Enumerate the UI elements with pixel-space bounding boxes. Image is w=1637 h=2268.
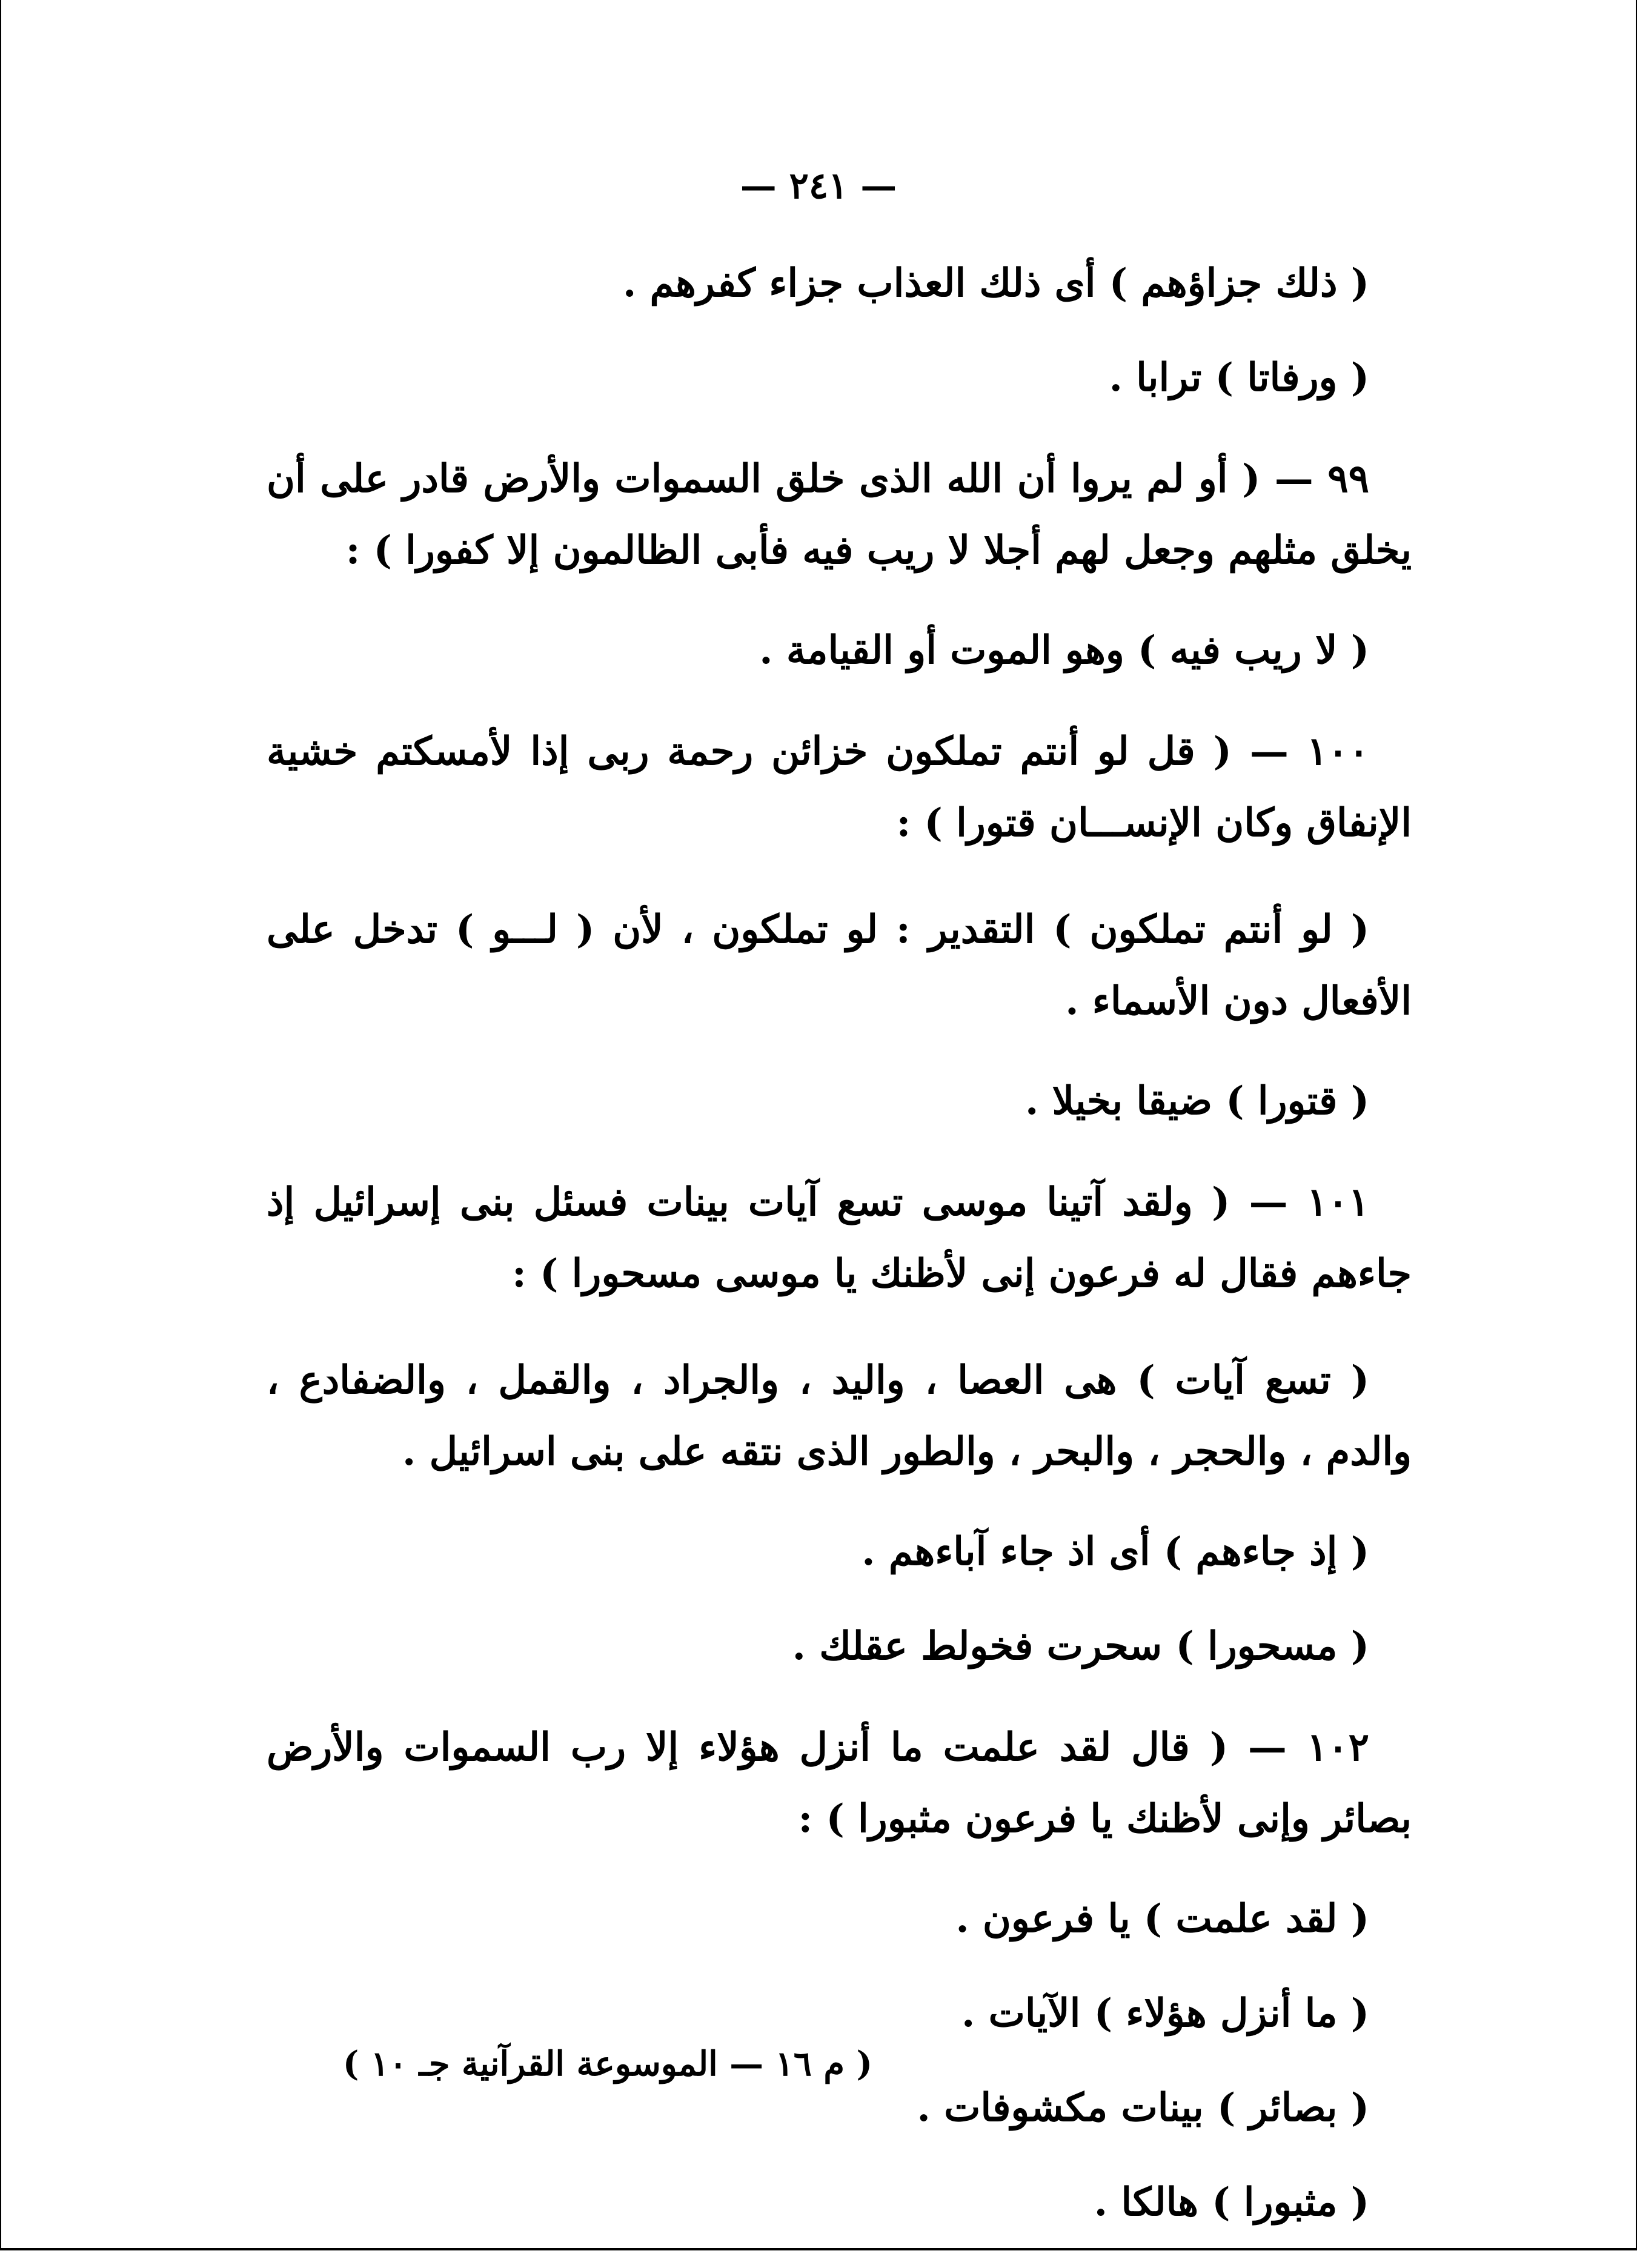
gloss-line: ( ما أنزل هؤلاء ) الآيات . xyxy=(961,1991,1369,2036)
verse-paragraph: ١٠٢ — ( قال لقد علمت ما أنزل هؤلاء إلا رب السموات والأرض بصائر وإنى لأظنك يا فرعون مثبورا ) : xyxy=(267,1725,1412,1842)
gloss-line: ( مثبورا ) هالكا . xyxy=(1094,2180,1369,2225)
verse-paragraph: ١٠٠ — ( قل لو أنتم تملكون خزائن رحمة ربى إذا لأمسكتم خشية الإنفاق وكان الإنســـان قتورا ) : xyxy=(267,729,1412,846)
verse-paragraph: ٩٩ — ( أو لم يروا أن الله الذى خلق السموات والأرض قادر على أن يخلق مثلهم وجعل لهم أجلا لا ريب فيه فأبى الظالمون إلا كفورا ) : xyxy=(267,456,1412,573)
page-body xyxy=(267,254,1412,2268)
footer-signature: ( م ١٦ — الموسوعة القرآنية جـ ١٠ ) xyxy=(342,2044,872,2084)
gloss-line: ( إذ جاءهم ) أى اذ جاء آباءهم . xyxy=(862,1529,1369,1574)
gloss-line: ( لا ريب فيه ) وهو الموت أو القيامة . xyxy=(759,628,1369,673)
commentary-paragraph: ( تسع آيات ) هى العصا ، واليد ، والجراد ، والقمل ، والضفادع ، والدم ، والحجر ، والبحر ، والطور الذى نتقه على بنى اسرائيل . xyxy=(267,1358,1412,1474)
gloss-line: ( مسحورا ) سحرت فخولط عقلك . xyxy=(792,1623,1369,1669)
gloss-line: ( ورفاتا ) ترابا . xyxy=(1109,355,1369,400)
verse-paragraph: ١٠١ — ( ولقد آتينا موسى تسع آيات بينات فسئل بنى إسرائيل إذ جاءهم فقال له فرعون إنى لأظنك يا موسى مسحورا ) : xyxy=(267,1179,1412,1296)
gloss-line: ( ذلك جزاؤهم ) أى ذلك العذاب جزاء كفرهم . xyxy=(622,260,1369,306)
commentary-paragraph: ( لو أنتم تملكون ) التقدير : لو تملكون ، لأن ( لـــو ) تدخل على الأفعال دون الأسماء . xyxy=(267,907,1412,1024)
gloss-line: ( بصائر ) بينات مكشوفات . xyxy=(917,2085,1369,2130)
page-number: — ٢٤١ — xyxy=(740,165,897,207)
gloss-line: ( لقد علمت ) يا فرعون . xyxy=(955,1896,1369,1941)
gloss-line: ( قتورا ) ضيقا بخيلا . xyxy=(1024,1078,1369,1124)
